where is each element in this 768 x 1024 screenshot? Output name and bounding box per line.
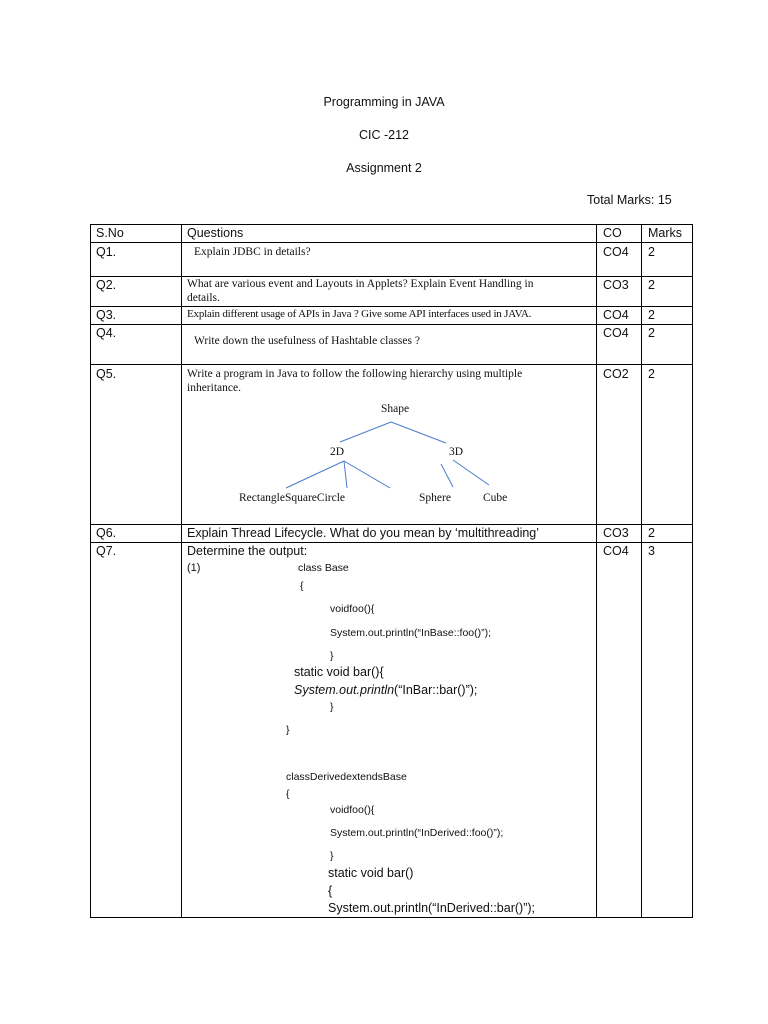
code-line: System.out.println(“InDerived::foo()”); [330, 827, 504, 839]
row-q6-sno: Q6. [96, 526, 117, 540]
code-line: System.out.println(“InBase::foo()”); [330, 627, 492, 639]
row-q6-co: CO3 [603, 526, 629, 540]
code-line: { [328, 884, 333, 898]
node-rectangle-square-circle: RectangleSquareCircle [239, 492, 346, 504]
row-q1-marks: 2 [648, 245, 655, 259]
code-token-italic: System.out.println [294, 683, 395, 697]
code-line: } [286, 724, 290, 736]
code-line: class Base [298, 562, 349, 574]
table-rule [596, 224, 597, 918]
code-line: static void bar() [328, 866, 414, 880]
edge-shape-2d [340, 422, 391, 442]
row-q2-marks: 2 [648, 278, 655, 292]
row-q3-question: Explain different usage of APIs in Java ? Give some API interfaces used in JAVA. [187, 308, 532, 320]
code-line: voidfoo(){ [330, 804, 375, 816]
course-code: CIC -212 [358, 128, 410, 142]
row-q4-co: CO4 [603, 326, 629, 340]
row-q1-sno: Q1. [96, 245, 117, 259]
table-rule [641, 224, 642, 918]
row-q5-question-line1: Write a program in Java to follow the following hierarchy using multiple [187, 368, 523, 380]
table-rule [90, 224, 91, 918]
row-q5-question-line2: inheritance. [187, 382, 241, 394]
row-q3-co: CO4 [603, 308, 629, 322]
code-token: (“InBar::bar()”); [394, 683, 478, 697]
edge-3d-sphere [441, 464, 453, 487]
table-rule [181, 224, 182, 918]
code-line: static void bar(){ [294, 665, 384, 679]
node-sphere: Sphere [419, 492, 451, 504]
column-header-marks: Marks [648, 226, 683, 240]
assignment-title: Assignment 2 [346, 161, 422, 175]
row-q6-question: Explain Thread Lifecycle. What do you mean by ‘multithreading’ [187, 526, 540, 540]
code-line: { [286, 788, 290, 800]
code-line: classDerivedextendsBase [286, 771, 407, 783]
questions-table [90, 224, 693, 918]
total-marks: Total Marks: 15 [587, 193, 672, 207]
row-q7-co: CO4 [603, 544, 629, 558]
code-line: { [300, 580, 304, 592]
code-line: } [330, 650, 334, 662]
row-q3-sno: Q3. [96, 308, 117, 322]
row-q7-question: Determine the output: [187, 544, 308, 558]
row-q7-marks: 3 [648, 544, 655, 558]
row-q6-marks: 2 [648, 526, 655, 540]
row-q5-co: CO2 [603, 367, 629, 381]
row-q7-sno: Q7. [96, 544, 117, 558]
table-rule [692, 224, 693, 918]
edge-shape-3d [391, 422, 446, 443]
row-q2-question-line2: details. [187, 292, 220, 304]
node-3d: 3D [449, 446, 464, 458]
row-q3-marks: 2 [648, 308, 655, 322]
row-q5-marks: 2 [648, 367, 655, 381]
row-q4-marks: 2 [648, 326, 655, 340]
code-line: } [330, 701, 334, 713]
node-shape: Shape [381, 403, 410, 415]
column-header-co: CO [603, 226, 622, 240]
row-q1-question: Explain JDBC in details? [194, 246, 311, 258]
shape-hierarchy-diagram [181, 364, 596, 524]
edge-3d-cube [453, 460, 489, 485]
edge-2d-square [344, 461, 347, 488]
row-q7-subpart: (1) [187, 562, 201, 574]
edge-2d-circle [344, 461, 390, 488]
row-q2-co: CO3 [603, 278, 629, 292]
row-q2-question-line1: What are various event and Layouts in Applets? Explain Event Handling in [187, 278, 534, 290]
row-q1-co: CO4 [603, 245, 629, 259]
column-header-sno: S.No [96, 226, 124, 240]
row-q4-sno: Q4. [96, 326, 117, 340]
row-q4-question: Write down the usefulness of Hashtable classes ? [194, 335, 420, 347]
row-q2-sno: Q2. [96, 278, 117, 292]
document-title: Programming in JAVA [323, 95, 445, 109]
edge-2d-rectangle [286, 461, 344, 488]
code-line [294, 683, 477, 697]
code-line: System.out.println(“InDerived::bar()”); [328, 901, 536, 915]
node-2d: 2D [330, 446, 345, 458]
column-header-questions: Questions [187, 226, 244, 240]
code-line: } [330, 850, 334, 862]
row-q5-sno: Q5. [96, 367, 117, 381]
node-cube: Cube [483, 492, 508, 504]
code-line: voidfoo(){ [330, 603, 375, 615]
